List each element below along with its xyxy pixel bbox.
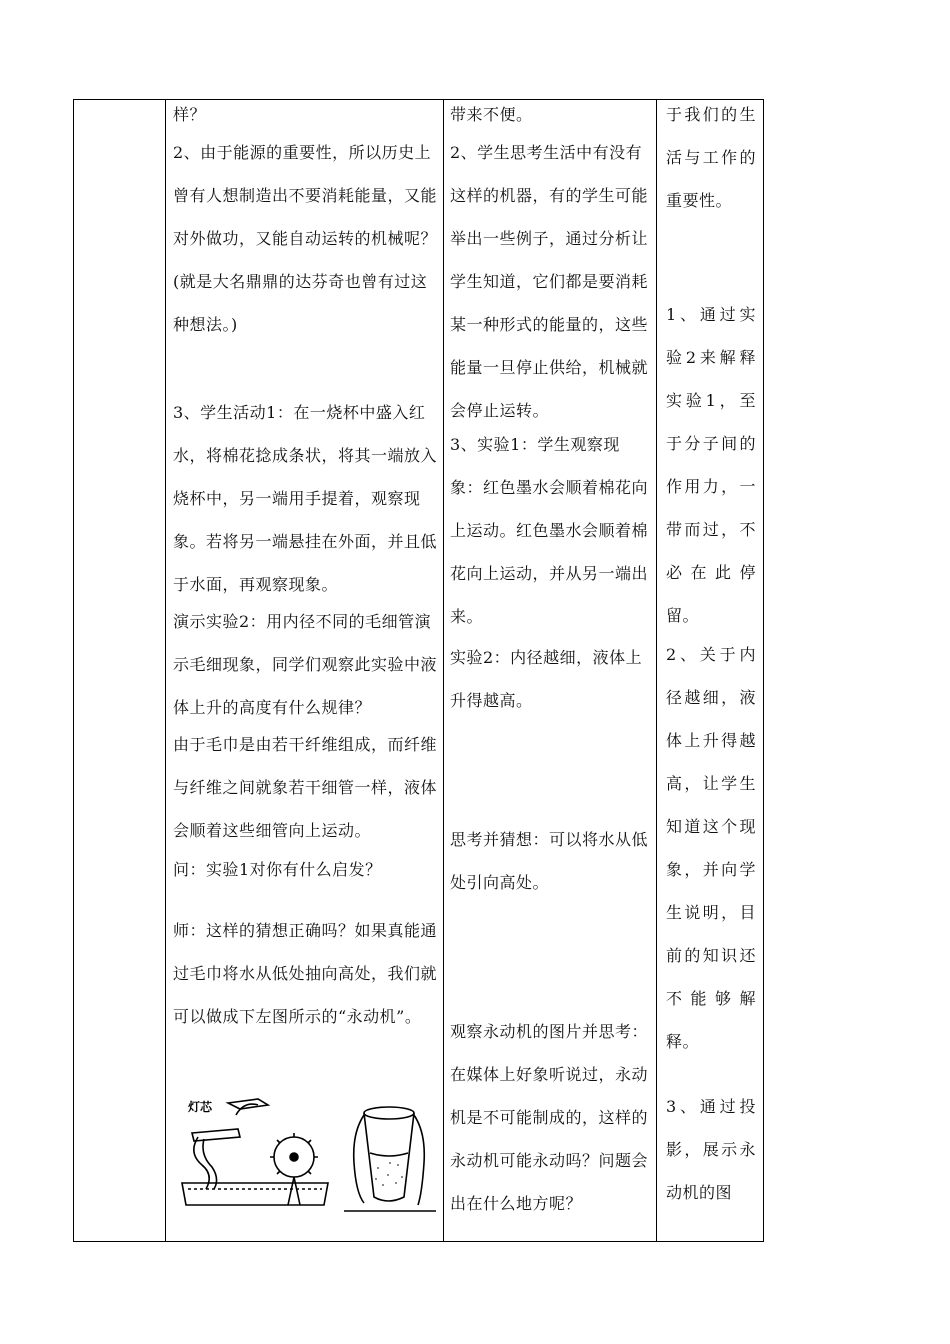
col3-paragraph-6: 观察永动机的图片并思考：在媒体上好象听说过，永动机是不可能制成的，这样的永动机可能永动吗？问题会出在什么地方呢？ xyxy=(450,1022,649,1213)
col3-paragraph-4: 实验2：内径越细，液体上升得越高。 xyxy=(450,648,643,710)
col3-paragraph-5: 思考并猜想：可以将水从低处引向高处。 xyxy=(450,830,649,892)
col2-paragraph-1: 样？ xyxy=(173,105,207,124)
col3-paragraph-2: 2、学生思考生活中有没有这样的机器，有的学生可能举出一些例子，通过分析让学生知道，它们都是要消耗某一种形式的能量的，这些能量一旦停止供给，机械就会停止运转。 xyxy=(450,143,649,420)
table-col-border-3 xyxy=(443,99,444,1242)
figure-label-wick: 灯芯 xyxy=(188,1100,213,1114)
col3-paragraph-1: 带来不便。 xyxy=(450,105,533,124)
table-col-border-5 xyxy=(763,99,764,1242)
col2-paragraph-6: 问：实验1对你有什么启发？ xyxy=(173,860,382,879)
col2-paragraph-3: 3、学生活动1：在一烧杯中盛入红水，将棉花捻成条状，将其一端放入烧杯中，另一端用手提着，观察现象。若将另一端悬挂在外面，并且低于水面，再观察现象。 xyxy=(173,403,438,594)
col4-paragraph-2: 1、通过实验2来解释实验1，至于分子间的作用力，一带而过，不必在此停留。 xyxy=(666,305,756,625)
col2-paragraph-2: 2、由于能源的重要性，所以历史上曾有人想制造出不要消耗能量，又能对外做功，又能自动运转的机械呢？(就是大名鼎鼎的达芬奇也曾有过这种想法。) xyxy=(173,143,438,334)
col2-paragraph-4: 演示实验2：用内径不同的毛细管演示毛细现象，同学们观察此实验中液体上升的高度有什么规律？ xyxy=(173,612,438,717)
col2-paragraph-7: 师：这样的猜想正确吗？如果真能通过毛巾将水从低处抽向高处，我们就可以做成下左图所示的“永动机”。 xyxy=(173,921,438,1026)
col4-paragraph-3: 2、关于内径越细，液体上升得越高，让学生知道这个现象，并向学生说明，目前的知识还不能够解释。 xyxy=(666,645,756,1051)
table-col-border-1 xyxy=(73,99,74,1242)
col4-paragraph-1: 于我们的生活与工作的重要性。 xyxy=(666,105,756,210)
col3-paragraph-3: 3、实验1：学生观察现象：红色墨水会顺着棉花向上运动。红色墨水会顺着棉花向上运动，并从另一端出来。 xyxy=(450,435,649,626)
col2-paragraph-5: 由于毛巾是由若干纤维组成，而纤维与纤维之间就象若干细管一样，液体会顺着这些细管向上运动。 xyxy=(173,735,438,840)
table-col-border-2 xyxy=(165,99,166,1242)
perpetual-motion-figure xyxy=(178,1093,436,1218)
table-col-border-4 xyxy=(656,99,657,1242)
table-bottom-border xyxy=(73,1241,763,1242)
col4-paragraph-4: 3、通过投影，展示永动机的图 xyxy=(666,1097,756,1202)
